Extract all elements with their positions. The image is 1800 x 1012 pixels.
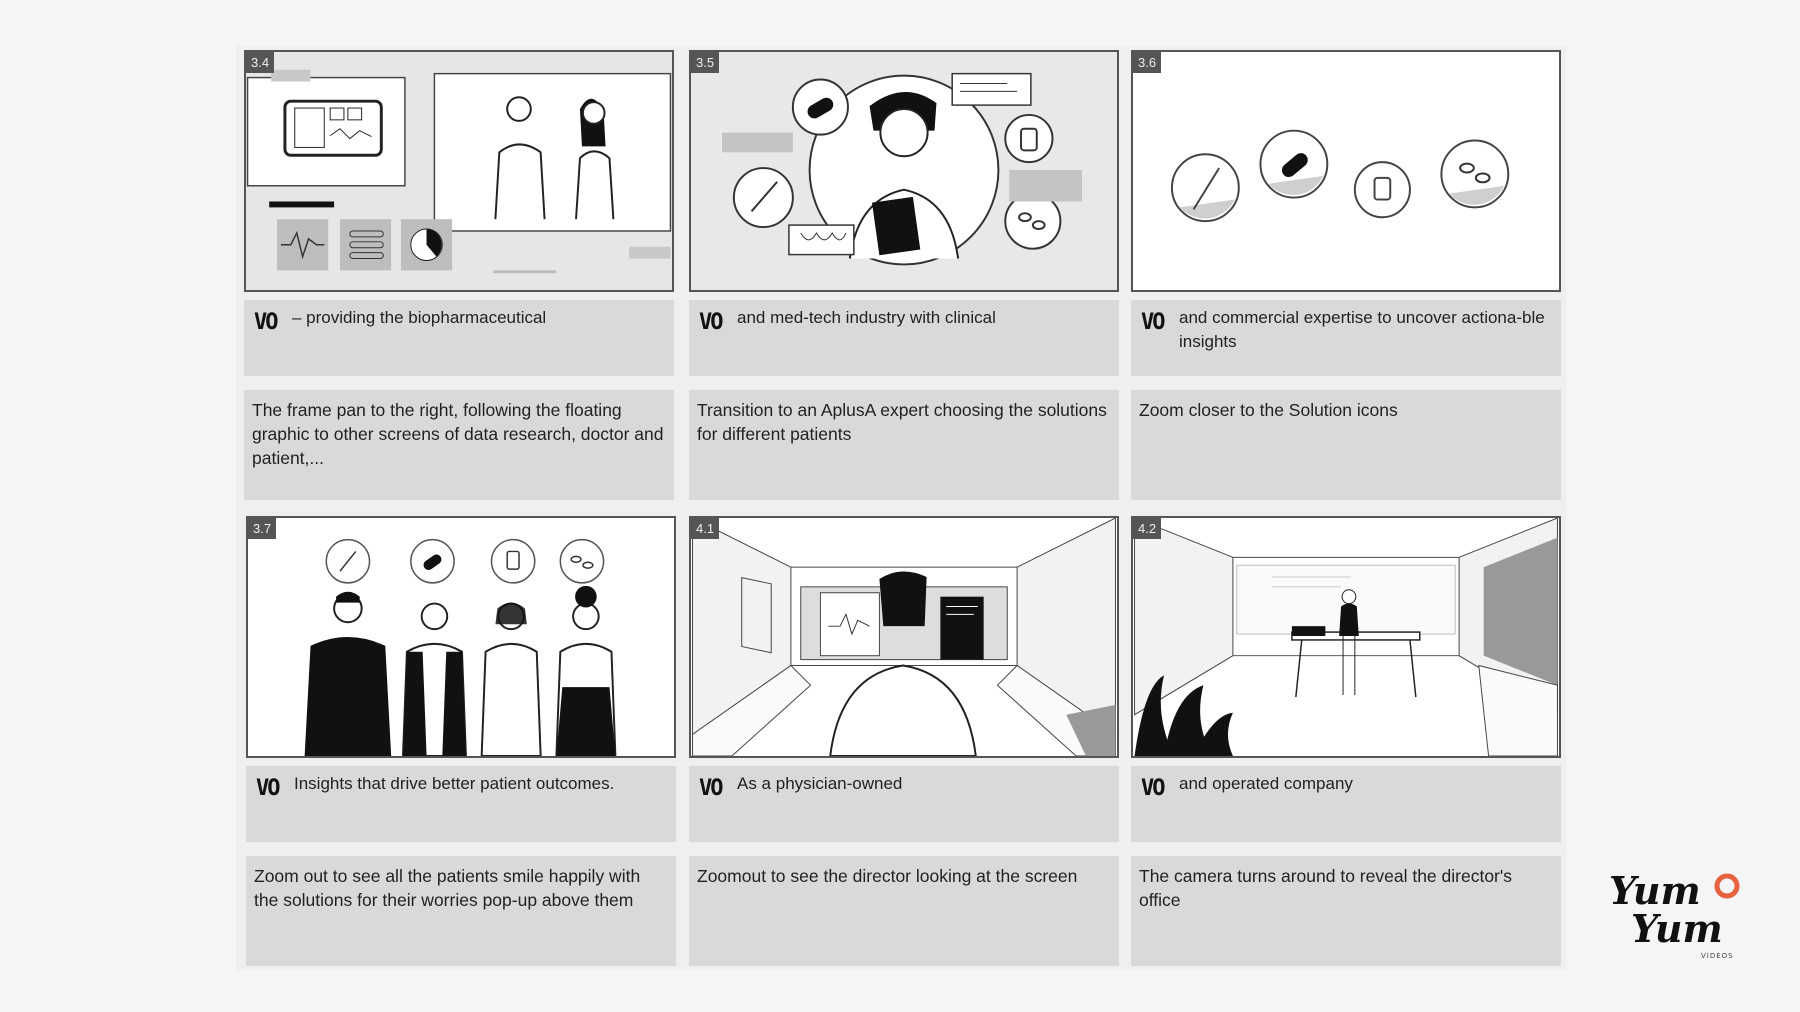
panel-number: 3.5	[691, 52, 719, 73]
scene-description: Transition to an AplusA expert choosing the solutions for different patients	[689, 390, 1119, 500]
panel-number: 3.4	[246, 52, 274, 73]
vo-text: and med-tech industry with clinical	[737, 308, 996, 327]
frame-illustration	[689, 50, 1119, 292]
voice-over-box	[689, 300, 1119, 376]
vo-text: and commercial expertise to uncover actiona-ble insights	[1179, 308, 1545, 351]
vo-text: As a physician-owned	[737, 774, 903, 793]
panel-number: 4.1	[691, 518, 719, 539]
storyboard	[236, 46, 1566, 970]
scene-description: The frame pan to the right, following the floating graphic to other screens of data research, doctor and patient,...	[244, 390, 674, 500]
patients-with-solutions-illustration	[248, 518, 674, 756]
vo-label: VO	[254, 310, 277, 335]
scene-description: Zoomout to see the director looking at the screen	[689, 856, 1119, 966]
panel-number: 3.7	[248, 518, 276, 539]
scene-description: The camera turns around to reveal the director's office	[1131, 856, 1561, 966]
voice-over-box	[1131, 766, 1561, 842]
yum-yum-videos-logo	[1605, 862, 1745, 962]
logo-line1: Yum	[1609, 868, 1701, 913]
vo-text: Insights that drive better patient outcomes.	[294, 774, 615, 793]
voice-over-box	[246, 766, 676, 842]
scene-description: Zoom closer to the Solution icons	[1131, 390, 1561, 500]
data-research-doctor-patient-illustration	[246, 52, 672, 290]
vo-text: and operated company	[1179, 774, 1353, 793]
voice-over-box	[244, 300, 674, 376]
logo-line2: Yum	[1631, 906, 1723, 951]
frame-illustration	[689, 516, 1119, 758]
expert-choosing-solutions-illustration	[691, 52, 1117, 290]
director-office-illustration	[1133, 518, 1559, 756]
voice-over-box	[689, 766, 1119, 842]
voice-over-box	[1131, 300, 1561, 376]
vo-label: VO	[1141, 776, 1164, 801]
scene-description: Zoom out to see all the patients smile happily with the solutions for their worries pop-up above them	[246, 856, 676, 966]
director-looking-at-screen-illustration	[691, 518, 1117, 756]
logo-sub: VIDEOS	[1701, 952, 1734, 960]
vo-label: VO	[699, 310, 722, 335]
vo-label: VO	[256, 776, 279, 801]
vo-label: VO	[699, 776, 722, 801]
panel-number: 3.6	[1133, 52, 1161, 73]
panel-number: 4.2	[1133, 518, 1161, 539]
logo-accent-icon	[1717, 876, 1737, 896]
solution-icons-illustration	[1133, 52, 1559, 290]
frame-illustration	[1131, 50, 1561, 292]
frame-illustration	[1131, 516, 1561, 758]
vo-label: VO	[1141, 310, 1164, 335]
frame-illustration	[246, 516, 676, 758]
vo-text: – providing the biopharmaceutical	[292, 308, 547, 327]
frame-illustration	[244, 50, 674, 292]
